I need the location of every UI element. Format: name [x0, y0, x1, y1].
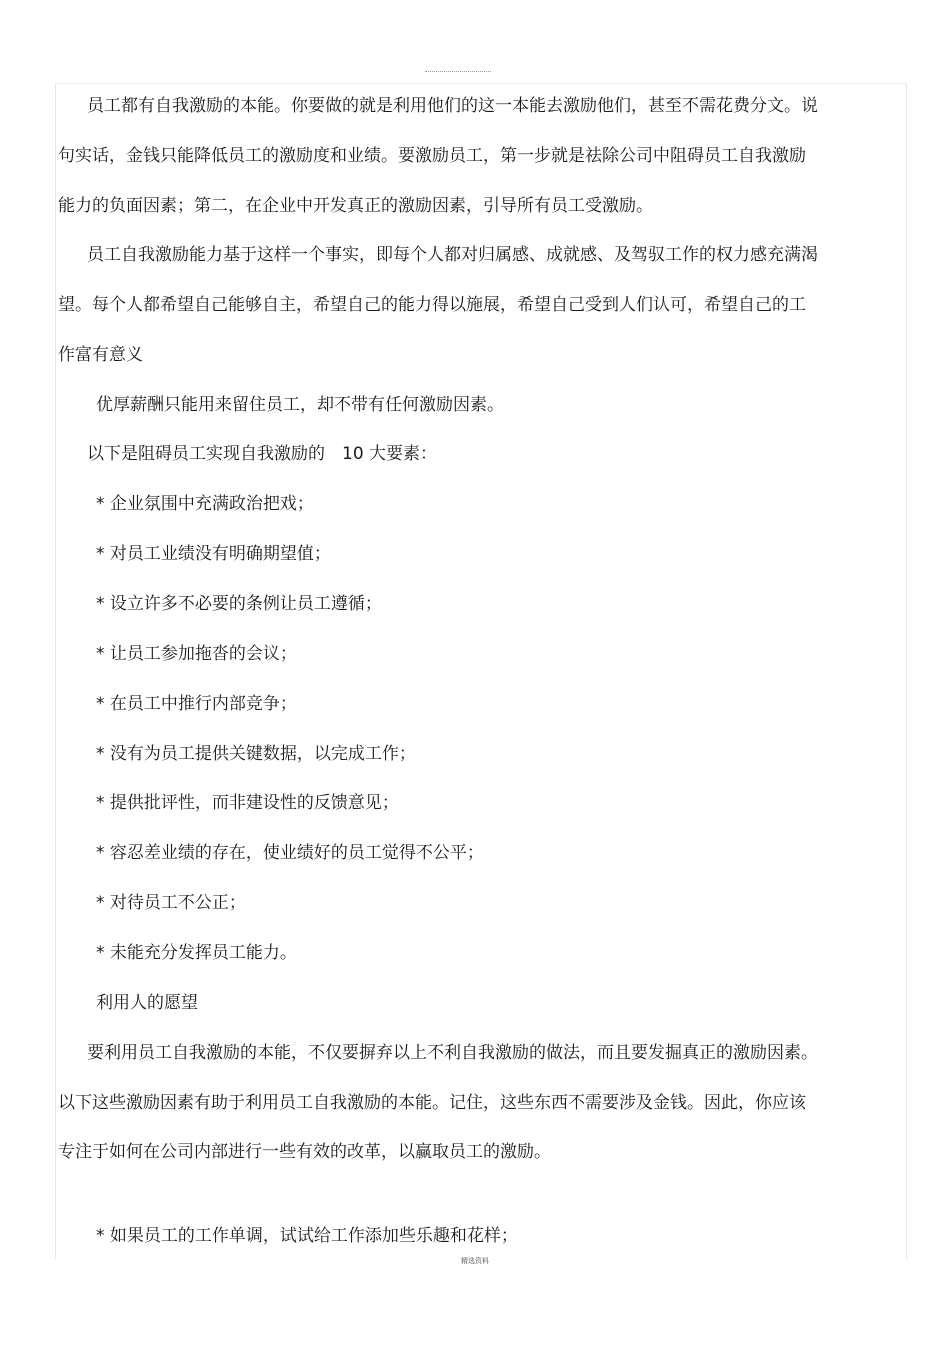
paragraph-4-line-2: 以下这些激励因素有助于利用员工自我激励的本能。记住，这些东西不需要涉及金钱。因此，你应该: [58, 1093, 806, 1113]
list-item: * 没有为员工提供关键数据，以完成工作；: [96, 744, 416, 764]
list-item: * 未能充分发挥员工能力。: [96, 943, 297, 963]
paragraph-2-line-3: 作富有意义: [58, 345, 143, 365]
list-item: * 对待员工不公正；: [96, 893, 246, 913]
paragraph-1-line-3: 能力的负面因素；第二，在企业中开发真正的激励因素，引导所有员工受激励。: [58, 196, 653, 216]
list-item: * 企业氛围中充满政治把戏；: [96, 494, 314, 514]
paragraph-1-line-1: 员工都有自我激励的本能。你要做的就是利用他们的这一本能去激励他们，甚至不需花费分文。说: [87, 96, 818, 116]
header-rule: [425, 71, 491, 72]
paragraph-1-line-2: 句实话，金钱只能降低员工的激励度和业绩。要激励员工，第一步就是祛除公司中阻碍员工自我激励: [58, 146, 806, 166]
list-item: * 容忍差业绩的存在，使业绩好的员工觉得不公平；: [96, 843, 484, 863]
list-item: * 设立许多不必要的条例让员工遵循；: [96, 594, 382, 614]
paragraph-2-line-2: 望。每个人都希望自己能够自主，希望自己的能力得以施展，希望自己受到人们认可，希望自己的工: [58, 295, 806, 315]
paragraph-2-line-1: 员工自我激励能力基于这样一个事实，即每个人都对归属感、成就感、及驾驭工作的权力感充满渴: [87, 245, 818, 265]
list-item: * 如果员工的工作单调，试试给工作添加些乐趣和花样；: [96, 1226, 518, 1246]
list-item: * 对员工业绩没有明确期望值；: [96, 544, 331, 564]
list-item: * 在员工中推行内部竞争；: [96, 694, 297, 714]
section-heading: 利用人的愿望: [96, 993, 198, 1013]
list-intro: 以下是阻碍员工实现自我激励的 10 大要素：: [87, 444, 438, 464]
paragraph-3: 优厚薪酬只能用来留住员工，却不带有任何激励因素。: [96, 395, 504, 415]
footer-label: 精选资料: [461, 1257, 489, 1265]
list-item: * 让员工参加拖沓的会议；: [96, 644, 297, 664]
paragraph-4-line-3: 专注于如何在公司内部进行一些有效的改革，以赢取员工的激励。: [58, 1142, 551, 1162]
list-item: * 提供批评性，而非建设性的反馈意见；: [96, 793, 399, 813]
paragraph-4-line-1: 要利用员工自我激励的本能，不仅要摒弃以上不利自我激励的做法，而且要发掘真正的激励因素。: [87, 1043, 818, 1063]
